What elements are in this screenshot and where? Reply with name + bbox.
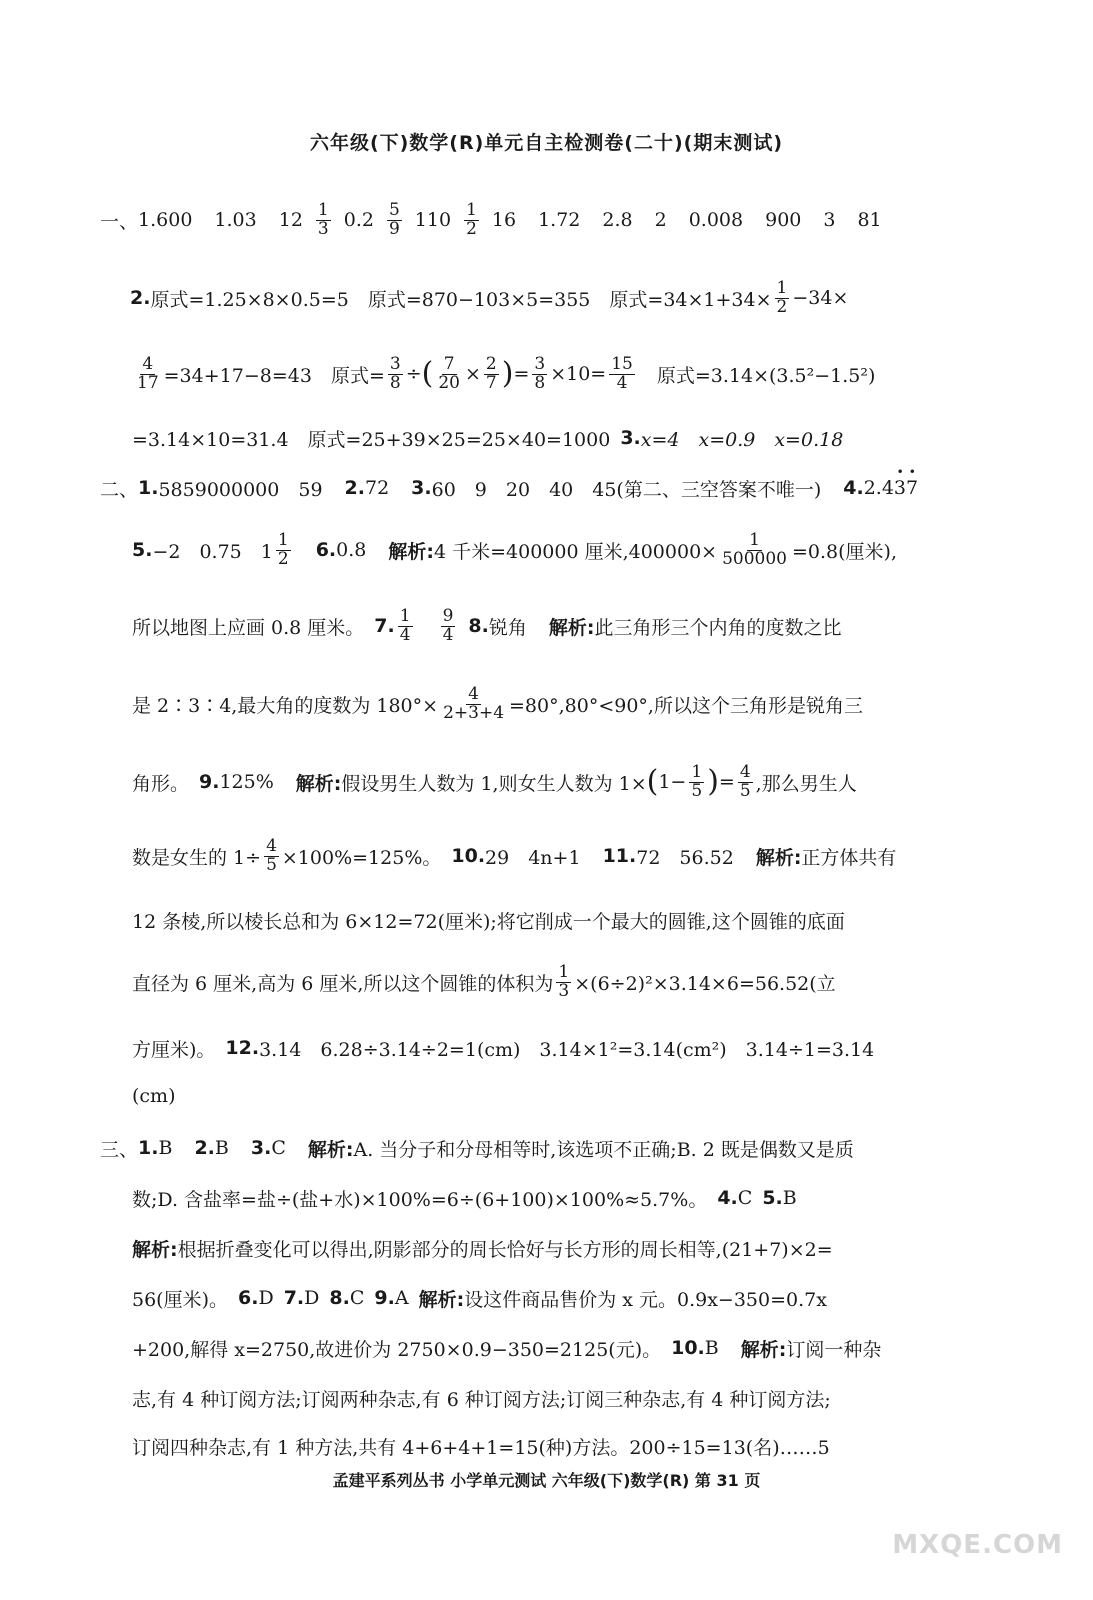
sec2-line-10: (cm) xyxy=(132,1085,176,1107)
sec3-line-5: +200,解得 x=2750,故进价为 2750×0.9−350=2125(元)。 10. B 解析: 订阅一种杂 xyxy=(132,1337,882,1361)
sec3-line-7: 订阅四种杂志,有 1 种方法,共有 4+6+4+1=15(种)方法。200÷15=13(名)……5 xyxy=(132,1436,830,1459)
fraction: $\frac{7}{20}$ xyxy=(438,353,460,393)
q-number: 1. xyxy=(138,209,157,231)
page-footer: 孟建平系列丛书 小学单元测试 六年级(下)数学(R) 第 31 页 xyxy=(332,1471,761,1490)
fraction: $\frac{15}{4}$ xyxy=(611,353,633,393)
fraction: $\frac{1}{500000}$ xyxy=(722,529,787,569)
fraction: $\frac{4}{5}$ xyxy=(266,835,277,875)
sec3-line-1: 三、 1. B 2. B 3. C 解析: A. 当分子和分母相等时,该选项不正确;B. 2 既是偶数又是质 xyxy=(100,1128,1000,1168)
sec2-label: 二、 xyxy=(100,478,139,501)
fraction: $\frac{4}{17}$ xyxy=(137,353,159,393)
sec2-line-4: 是 2∶3∶4,最大角的度数为 180°× $\frac{4}{2+3+4}$ =80°,80°<90°,所以这个三角形是锐角三 xyxy=(132,683,863,723)
fraction: $\frac{1}{3}$ xyxy=(317,199,329,239)
fraction: $\frac{2}{7}$ xyxy=(485,353,497,393)
fraction: $\frac{1}{2}$ xyxy=(776,277,788,317)
sec2-line-2: 5. −2 0.75 1 $\frac{1}{2}$ 6. 0.8 解析: 4 千米=400000 厘米,400000× $\frac{1}{500000}$ =0.8(厘米), xyxy=(132,529,897,569)
sec2-line-3: 所以地图上应画 0.8 厘米。 7. $\frac{1}{4}$ $\frac{9}{4}$ 8. 锐角 解析: 此三角形三个内角的度数之比 xyxy=(132,605,842,645)
fraction: $\frac{3}{8}$ xyxy=(534,353,546,393)
watermark: MXQE.COM xyxy=(892,1530,1063,1560)
sec3-line-4: 56(厘米)。 6. D 7. D 8. C 9. A 解析: 设这件商品售价为 x 元。0.9x−350=0.7x xyxy=(132,1287,827,1311)
sec1-line-3: $\frac{4}{17}$ =34+17−8=43 原式= $\frac{3}{8}$ ÷ ( $\frac{7}{20}$ × $\frac{2}{7}$ ) = $\frac{3}{8}$ ×10= $\frac{15}{4}$ 原式=3.14×(3.5²−1.5²) xyxy=(137,353,876,393)
sec3-line-3: 解析: 根据折叠变化可以得出,阴影部分的周长恰好与长方形的周长相等,(21+7)×2= xyxy=(132,1238,833,1261)
sec2-line-8: 直径为 6 厘米,高为 6 厘米,所以这个圆锥的体积为 $\frac{1}{3}$ ×(6÷2)²×3.14×6=56.52(立 xyxy=(132,961,836,1001)
fraction: $\frac{4}{2+3+4}$ xyxy=(443,683,505,723)
fraction: $\frac{3}{8}$ xyxy=(389,353,401,393)
sec3-line-6: 志,有 4 种订阅方法;订阅两种杂志,有 6 种订阅方法;订阅三种杂志,有 4 种订阅方法; xyxy=(132,1388,831,1411)
page-title: 六年级(下)数学(R)单元自主检测卷(二十)(期末测试) xyxy=(309,132,784,154)
fraction: $\frac{1}{3}$ xyxy=(558,961,570,1001)
sec2-line-6: 数是女生的 1÷ $\frac{4}{5}$ ×100%=125%。 10. 29 4n+1 11. 72 56.52 解析: 正方体共有 xyxy=(132,835,897,875)
sec2-line-9: 方厘米)。 12. 3.14 6.28÷3.14÷2=1(cm) 3.14×1²=3.14(cm²) 3.14÷1=3.14 xyxy=(132,1037,875,1061)
fraction: $\frac{1}{5}$ xyxy=(691,761,703,801)
sec1-label: 一、 xyxy=(100,210,139,233)
fraction: $\frac{9}{4}$ xyxy=(442,605,454,645)
sec1-line-2: 2. 原式=1.25×8×0.5=5 原式=870−103×5=355 原式=34×1+34× $\frac{1}{2}$ −34× xyxy=(130,277,849,317)
sec1-line-4: =3.14×10=31.4 原式=25+39×25=25×40=1000 3. x=4 x=0.9 x=0.18 xyxy=(132,427,844,451)
sec3-label: 三、 xyxy=(100,1138,139,1161)
fraction: $\frac{1}{4}$ xyxy=(399,605,411,645)
sec3-line-2: 数;D. 含盐率=盐÷(盐+水)×100%=6÷(6+100)×100%≈5.7%。 4. C 5. B xyxy=(132,1187,797,1211)
fraction: $\frac{1}{2}$ xyxy=(277,529,289,569)
fraction: $\frac{4}{5}$ xyxy=(739,761,751,801)
sec2-line-5: 角形。 9. 125% 解析: 假设男生人数为 1,则女生人数为 1× ( 1− $\frac{1}{5}$ ) = $\frac{4}{5}$ ,那么男生人 xyxy=(132,761,857,801)
fraction: $\frac{1}{2}$ xyxy=(466,199,477,239)
fraction: $\frac{5}{9}$ xyxy=(388,199,400,239)
sec2-line-1: 二、 1. 5859000000 59 2. 72 3. 60 9 20 40 45(第二、三空答案不唯一) 4. 2.4 · 3 · 7 xyxy=(100,468,1000,508)
sec1-line-1: 一、 1. 600 1.03 12 $\frac{1}{3}$ 0.2 $\frac{5}{9}$ 110 $\frac{1}{2}$ 16 1.72 2.8 2 0.008 900 3 81 xyxy=(100,199,882,239)
sec2-line-7: 12 条棱,所以棱长总和为 6×12=72(厘米);将它削成一个最大的圆锥,这个圆锥的底面 xyxy=(132,910,845,933)
